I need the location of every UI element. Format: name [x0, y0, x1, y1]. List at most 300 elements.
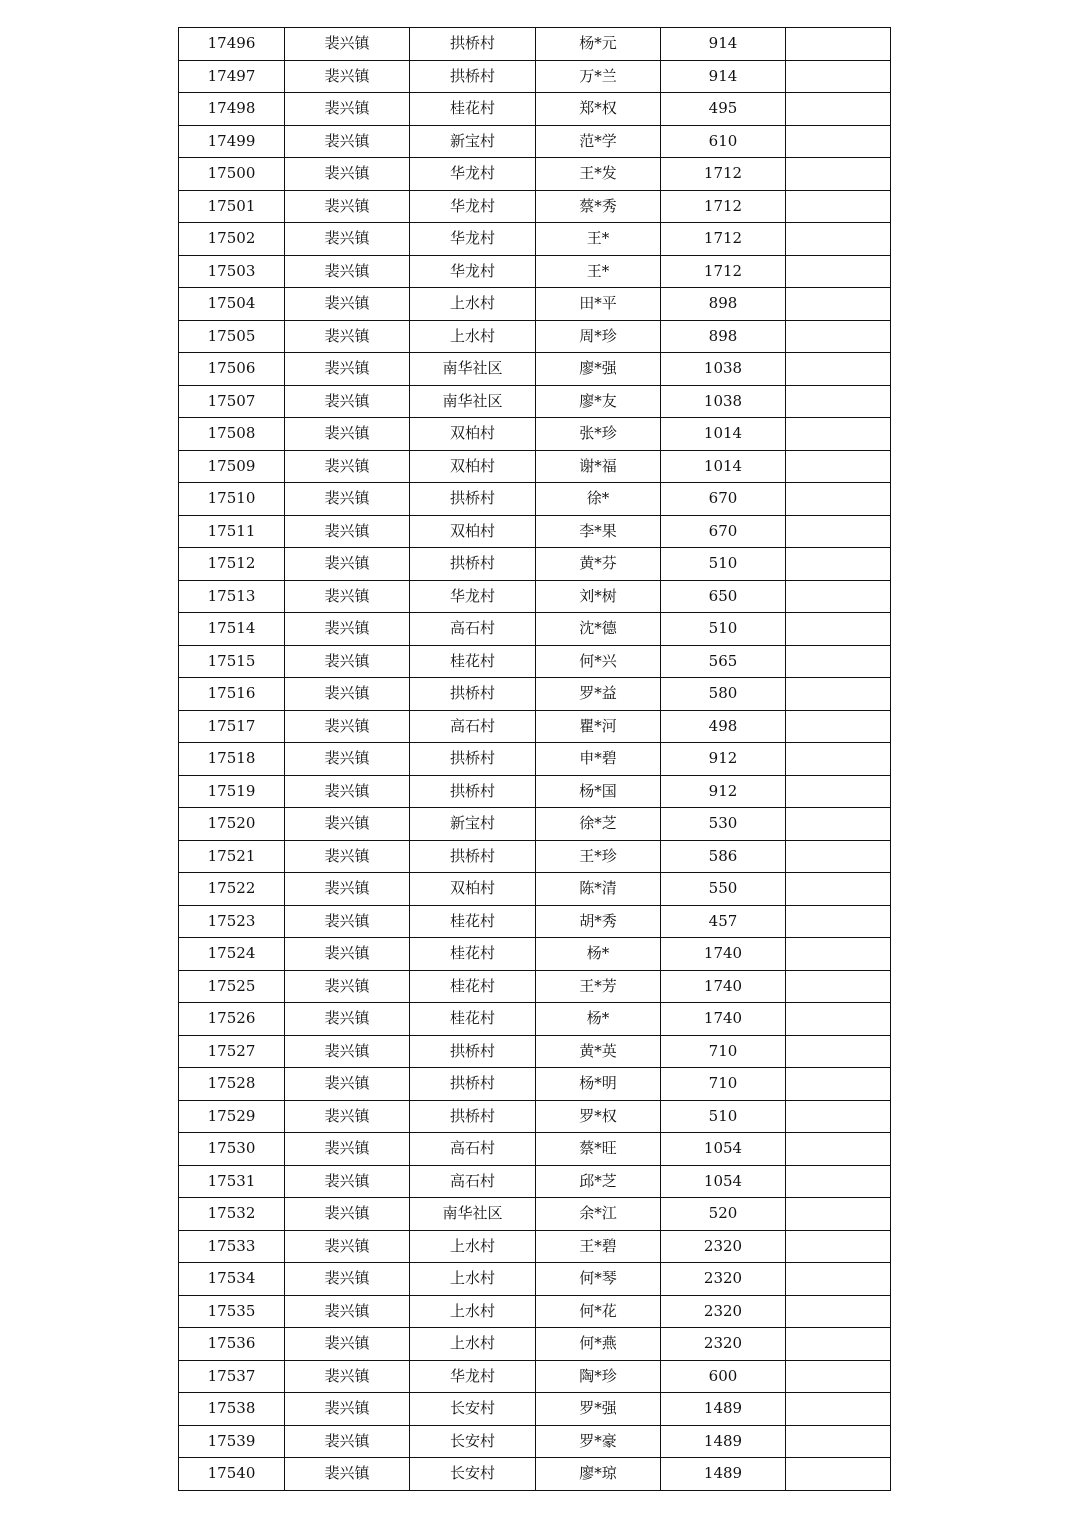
name-cell: 何*琴	[536, 1263, 661, 1296]
remarks-cell	[786, 28, 891, 61]
serial-number-cell: 17521	[179, 840, 285, 873]
table-row	[179, 645, 891, 678]
serial-number-cell: 17497	[179, 60, 285, 93]
amount-cell: 498	[661, 710, 786, 743]
serial-number-cell: 17540	[179, 1458, 285, 1491]
town-cell: 裴兴镇	[285, 158, 410, 191]
remarks-cell	[786, 1458, 891, 1491]
table-row	[179, 1360, 891, 1393]
amount-cell: 1740	[661, 938, 786, 971]
town-cell: 裴兴镇	[285, 223, 410, 256]
amount-cell: 650	[661, 580, 786, 613]
town-cell: 裴兴镇	[285, 515, 410, 548]
serial-number-cell: 17526	[179, 1003, 285, 1036]
village-cell: 双柏村	[410, 418, 536, 451]
name-cell: 陈*清	[536, 873, 661, 906]
name-cell: 王*芳	[536, 970, 661, 1003]
remarks-cell	[786, 255, 891, 288]
serial-number-cell: 17524	[179, 938, 285, 971]
name-cell: 廖*友	[536, 385, 661, 418]
table-row	[179, 515, 891, 548]
remarks-cell	[786, 1133, 891, 1166]
table-row	[179, 613, 891, 646]
name-cell: 徐*	[536, 483, 661, 516]
table-row	[179, 450, 891, 483]
table-row	[179, 775, 891, 808]
name-cell: 杨*	[536, 938, 661, 971]
name-cell: 瞿*河	[536, 710, 661, 743]
town-cell: 裴兴镇	[285, 548, 410, 581]
village-cell: 上水村	[410, 1328, 536, 1361]
amount-cell: 898	[661, 320, 786, 353]
remarks-cell	[786, 288, 891, 321]
remarks-cell	[786, 1100, 891, 1133]
town-cell: 裴兴镇	[285, 450, 410, 483]
amount-cell: 1489	[661, 1393, 786, 1426]
town-cell: 裴兴镇	[285, 1035, 410, 1068]
serial-number-cell: 17537	[179, 1360, 285, 1393]
serial-number-cell: 17516	[179, 678, 285, 711]
remarks-cell	[786, 743, 891, 776]
amount-cell: 530	[661, 808, 786, 841]
village-cell: 上水村	[410, 1263, 536, 1296]
amount-cell: 1014	[661, 418, 786, 451]
amount-cell: 457	[661, 905, 786, 938]
amount-cell: 710	[661, 1035, 786, 1068]
amount-cell: 580	[661, 678, 786, 711]
table-row	[179, 1295, 891, 1328]
village-cell: 拱桥村	[410, 548, 536, 581]
name-cell: 杨*国	[536, 775, 661, 808]
remarks-cell	[786, 223, 891, 256]
name-cell: 周*珍	[536, 320, 661, 353]
amount-cell: 1038	[661, 385, 786, 418]
town-cell: 裴兴镇	[285, 1165, 410, 1198]
serial-number-cell: 17507	[179, 385, 285, 418]
table-row	[179, 1458, 891, 1491]
serial-number-cell: 17512	[179, 548, 285, 581]
table-row	[179, 1263, 891, 1296]
amount-cell: 914	[661, 60, 786, 93]
village-cell: 南华社区	[410, 353, 536, 386]
amount-cell: 565	[661, 645, 786, 678]
town-cell: 裴兴镇	[285, 255, 410, 288]
amount-cell: 670	[661, 515, 786, 548]
serial-number-cell: 17499	[179, 125, 285, 158]
name-cell: 沈*德	[536, 613, 661, 646]
village-cell: 拱桥村	[410, 1100, 536, 1133]
amount-cell: 2320	[661, 1295, 786, 1328]
village-cell: 高石村	[410, 1165, 536, 1198]
village-cell: 高石村	[410, 613, 536, 646]
remarks-cell	[786, 125, 891, 158]
amount-cell: 2320	[661, 1230, 786, 1263]
remarks-cell	[786, 808, 891, 841]
name-cell: 邱*芝	[536, 1165, 661, 1198]
table-row	[179, 158, 891, 191]
amount-cell: 1740	[661, 1003, 786, 1036]
name-cell: 李*果	[536, 515, 661, 548]
remarks-cell	[786, 613, 891, 646]
name-cell: 罗*强	[536, 1393, 661, 1426]
serial-number-cell: 17501	[179, 190, 285, 223]
amount-cell: 670	[661, 483, 786, 516]
table-row	[179, 1328, 891, 1361]
amount-cell: 914	[661, 28, 786, 61]
village-cell: 拱桥村	[410, 1068, 536, 1101]
serial-number-cell: 17531	[179, 1165, 285, 1198]
remarks-cell	[786, 905, 891, 938]
serial-number-cell: 17536	[179, 1328, 285, 1361]
remarks-cell	[786, 483, 891, 516]
table-row	[179, 1393, 891, 1426]
serial-number-cell: 17520	[179, 808, 285, 841]
remarks-cell	[786, 1328, 891, 1361]
table-row	[179, 1425, 891, 1458]
serial-number-cell: 17498	[179, 93, 285, 126]
village-cell: 南华社区	[410, 1198, 536, 1231]
serial-number-cell: 17503	[179, 255, 285, 288]
amount-cell: 586	[661, 840, 786, 873]
name-cell: 张*珍	[536, 418, 661, 451]
remarks-cell	[786, 678, 891, 711]
amount-cell: 898	[661, 288, 786, 321]
remarks-cell	[786, 190, 891, 223]
serial-number-cell: 17533	[179, 1230, 285, 1263]
amount-cell: 520	[661, 1198, 786, 1231]
town-cell: 裴兴镇	[285, 580, 410, 613]
records-table-body	[179, 28, 891, 1491]
town-cell: 裴兴镇	[285, 1425, 410, 1458]
remarks-cell	[786, 353, 891, 386]
town-cell: 裴兴镇	[285, 840, 410, 873]
serial-number-cell: 17535	[179, 1295, 285, 1328]
table-row	[179, 808, 891, 841]
remarks-cell	[786, 1165, 891, 1198]
table-row	[179, 483, 891, 516]
name-cell: 黄*英	[536, 1035, 661, 1068]
town-cell: 裴兴镇	[285, 28, 410, 61]
table-row	[179, 873, 891, 906]
remarks-cell	[786, 1198, 891, 1231]
table-row	[179, 1035, 891, 1068]
village-cell: 高石村	[410, 1133, 536, 1166]
village-cell: 长安村	[410, 1393, 536, 1426]
town-cell: 裴兴镇	[285, 645, 410, 678]
village-cell: 华龙村	[410, 1360, 536, 1393]
table-row	[179, 320, 891, 353]
town-cell: 裴兴镇	[285, 1458, 410, 1491]
village-cell: 上水村	[410, 1295, 536, 1328]
village-cell: 华龙村	[410, 580, 536, 613]
serial-number-cell: 17534	[179, 1263, 285, 1296]
serial-number-cell: 17506	[179, 353, 285, 386]
remarks-cell	[786, 873, 891, 906]
name-cell: 杨*明	[536, 1068, 661, 1101]
name-cell: 胡*秀	[536, 905, 661, 938]
name-cell: 陶*珍	[536, 1360, 661, 1393]
table-row	[179, 60, 891, 93]
table-row	[179, 1068, 891, 1101]
amount-cell: 1712	[661, 158, 786, 191]
town-cell: 裴兴镇	[285, 1360, 410, 1393]
serial-number-cell: 17514	[179, 613, 285, 646]
remarks-cell	[786, 1393, 891, 1426]
remarks-cell	[786, 515, 891, 548]
serial-number-cell: 17532	[179, 1198, 285, 1231]
serial-number-cell: 17509	[179, 450, 285, 483]
remarks-cell	[786, 1263, 891, 1296]
village-cell: 华龙村	[410, 223, 536, 256]
name-cell: 何*花	[536, 1295, 661, 1328]
serial-number-cell: 17525	[179, 970, 285, 1003]
remarks-cell	[786, 548, 891, 581]
serial-number-cell: 17522	[179, 873, 285, 906]
town-cell: 裴兴镇	[285, 353, 410, 386]
table-row	[179, 905, 891, 938]
name-cell: 罗*权	[536, 1100, 661, 1133]
village-cell: 长安村	[410, 1458, 536, 1491]
amount-cell: 1489	[661, 1425, 786, 1458]
remarks-cell	[786, 580, 891, 613]
amount-cell: 912	[661, 775, 786, 808]
remarks-cell	[786, 93, 891, 126]
village-cell: 上水村	[410, 320, 536, 353]
village-cell: 桂花村	[410, 938, 536, 971]
table-row	[179, 1100, 891, 1133]
village-cell: 拱桥村	[410, 60, 536, 93]
name-cell: 王*碧	[536, 1230, 661, 1263]
table-row	[179, 970, 891, 1003]
table-row	[179, 743, 891, 776]
table-row	[179, 1165, 891, 1198]
amount-cell: 495	[661, 93, 786, 126]
remarks-cell	[786, 1068, 891, 1101]
name-cell: 王*珍	[536, 840, 661, 873]
town-cell: 裴兴镇	[285, 808, 410, 841]
serial-number-cell: 17502	[179, 223, 285, 256]
records-table	[178, 27, 891, 1491]
village-cell: 双柏村	[410, 450, 536, 483]
village-cell: 拱桥村	[410, 678, 536, 711]
town-cell: 裴兴镇	[285, 775, 410, 808]
village-cell: 新宝村	[410, 125, 536, 158]
table-row	[179, 1003, 891, 1036]
town-cell: 裴兴镇	[285, 60, 410, 93]
name-cell: 罗*益	[536, 678, 661, 711]
town-cell: 裴兴镇	[285, 1263, 410, 1296]
remarks-cell	[786, 970, 891, 1003]
serial-number-cell: 17528	[179, 1068, 285, 1101]
town-cell: 裴兴镇	[285, 938, 410, 971]
town-cell: 裴兴镇	[285, 385, 410, 418]
town-cell: 裴兴镇	[285, 288, 410, 321]
amount-cell: 1038	[661, 353, 786, 386]
amount-cell: 510	[661, 613, 786, 646]
town-cell: 裴兴镇	[285, 970, 410, 1003]
table-row	[179, 1198, 891, 1231]
serial-number-cell: 17523	[179, 905, 285, 938]
amount-cell: 1489	[661, 1458, 786, 1491]
name-cell: 黄*芬	[536, 548, 661, 581]
name-cell: 廖*琼	[536, 1458, 661, 1491]
remarks-cell	[786, 840, 891, 873]
amount-cell: 1712	[661, 190, 786, 223]
town-cell: 裴兴镇	[285, 710, 410, 743]
serial-number-cell: 17539	[179, 1425, 285, 1458]
village-cell: 拱桥村	[410, 28, 536, 61]
town-cell: 裴兴镇	[285, 1393, 410, 1426]
serial-number-cell: 17530	[179, 1133, 285, 1166]
table-row	[179, 938, 891, 971]
amount-cell: 1014	[661, 450, 786, 483]
table-row	[179, 353, 891, 386]
village-cell: 华龙村	[410, 190, 536, 223]
name-cell: 王*发	[536, 158, 661, 191]
amount-cell: 2320	[661, 1263, 786, 1296]
name-cell: 杨*元	[536, 28, 661, 61]
name-cell: 廖*强	[536, 353, 661, 386]
village-cell: 桂花村	[410, 645, 536, 678]
amount-cell: 912	[661, 743, 786, 776]
serial-number-cell: 17518	[179, 743, 285, 776]
remarks-cell	[786, 158, 891, 191]
serial-number-cell: 17527	[179, 1035, 285, 1068]
remarks-cell	[786, 385, 891, 418]
remarks-cell	[786, 775, 891, 808]
village-cell: 桂花村	[410, 93, 536, 126]
amount-cell: 1712	[661, 255, 786, 288]
village-cell: 拱桥村	[410, 743, 536, 776]
town-cell: 裴兴镇	[285, 613, 410, 646]
serial-number-cell: 17517	[179, 710, 285, 743]
town-cell: 裴兴镇	[285, 1100, 410, 1133]
serial-number-cell: 17504	[179, 288, 285, 321]
serial-number-cell: 17513	[179, 580, 285, 613]
table-row	[179, 385, 891, 418]
serial-number-cell: 17515	[179, 645, 285, 678]
amount-cell: 710	[661, 1068, 786, 1101]
town-cell: 裴兴镇	[285, 905, 410, 938]
village-cell: 上水村	[410, 1230, 536, 1263]
remarks-cell	[786, 710, 891, 743]
amount-cell: 1054	[661, 1165, 786, 1198]
village-cell: 桂花村	[410, 905, 536, 938]
village-cell: 高石村	[410, 710, 536, 743]
remarks-cell	[786, 938, 891, 971]
village-cell: 双柏村	[410, 515, 536, 548]
amount-cell: 510	[661, 1100, 786, 1133]
table-row	[179, 840, 891, 873]
village-cell: 华龙村	[410, 158, 536, 191]
town-cell: 裴兴镇	[285, 1230, 410, 1263]
name-cell: 田*平	[536, 288, 661, 321]
name-cell: 余*江	[536, 1198, 661, 1231]
amount-cell: 610	[661, 125, 786, 158]
town-cell: 裴兴镇	[285, 873, 410, 906]
name-cell: 郑*权	[536, 93, 661, 126]
name-cell: 谢*福	[536, 450, 661, 483]
table-row	[179, 190, 891, 223]
amount-cell: 2320	[661, 1328, 786, 1361]
town-cell: 裴兴镇	[285, 125, 410, 158]
amount-cell: 1740	[661, 970, 786, 1003]
table-row	[179, 580, 891, 613]
village-cell: 长安村	[410, 1425, 536, 1458]
table-row	[179, 255, 891, 288]
name-cell: 杨*	[536, 1003, 661, 1036]
table-row	[179, 28, 891, 61]
name-cell: 何*兴	[536, 645, 661, 678]
town-cell: 裴兴镇	[285, 743, 410, 776]
serial-number-cell: 17519	[179, 775, 285, 808]
remarks-cell	[786, 320, 891, 353]
village-cell: 桂花村	[410, 1003, 536, 1036]
serial-number-cell: 17500	[179, 158, 285, 191]
town-cell: 裴兴镇	[285, 1295, 410, 1328]
table-row	[179, 223, 891, 256]
amount-cell: 600	[661, 1360, 786, 1393]
town-cell: 裴兴镇	[285, 678, 410, 711]
serial-number-cell: 17510	[179, 483, 285, 516]
name-cell: 王*	[536, 223, 661, 256]
remarks-cell	[786, 1295, 891, 1328]
name-cell: 罗*豪	[536, 1425, 661, 1458]
name-cell: 申*碧	[536, 743, 661, 776]
amount-cell: 1054	[661, 1133, 786, 1166]
village-cell: 拱桥村	[410, 840, 536, 873]
serial-number-cell: 17508	[179, 418, 285, 451]
name-cell: 何*燕	[536, 1328, 661, 1361]
village-cell: 桂花村	[410, 970, 536, 1003]
remarks-cell	[786, 418, 891, 451]
serial-number-cell: 17496	[179, 28, 285, 61]
village-cell: 拱桥村	[410, 775, 536, 808]
remarks-cell	[786, 1230, 891, 1263]
village-cell: 新宝村	[410, 808, 536, 841]
town-cell: 裴兴镇	[285, 1068, 410, 1101]
serial-number-cell: 17511	[179, 515, 285, 548]
town-cell: 裴兴镇	[285, 483, 410, 516]
table-row	[179, 710, 891, 743]
table-row	[179, 93, 891, 126]
remarks-cell	[786, 1003, 891, 1036]
remarks-cell	[786, 450, 891, 483]
village-cell: 双柏村	[410, 873, 536, 906]
amount-cell: 550	[661, 873, 786, 906]
village-cell: 拱桥村	[410, 1035, 536, 1068]
village-cell: 南华社区	[410, 385, 536, 418]
town-cell: 裴兴镇	[285, 1003, 410, 1036]
table-row	[179, 125, 891, 158]
name-cell: 蔡*秀	[536, 190, 661, 223]
name-cell: 徐*芝	[536, 808, 661, 841]
table-row	[179, 1230, 891, 1263]
village-cell: 华龙村	[410, 255, 536, 288]
town-cell: 裴兴镇	[285, 1133, 410, 1166]
village-cell: 拱桥村	[410, 483, 536, 516]
town-cell: 裴兴镇	[285, 418, 410, 451]
remarks-cell	[786, 60, 891, 93]
village-cell: 上水村	[410, 288, 536, 321]
town-cell: 裴兴镇	[285, 1328, 410, 1361]
remarks-cell	[786, 1425, 891, 1458]
table-row	[179, 1133, 891, 1166]
remarks-cell	[786, 645, 891, 678]
name-cell: 蔡*旺	[536, 1133, 661, 1166]
amount-cell: 510	[661, 548, 786, 581]
town-cell: 裴兴镇	[285, 320, 410, 353]
